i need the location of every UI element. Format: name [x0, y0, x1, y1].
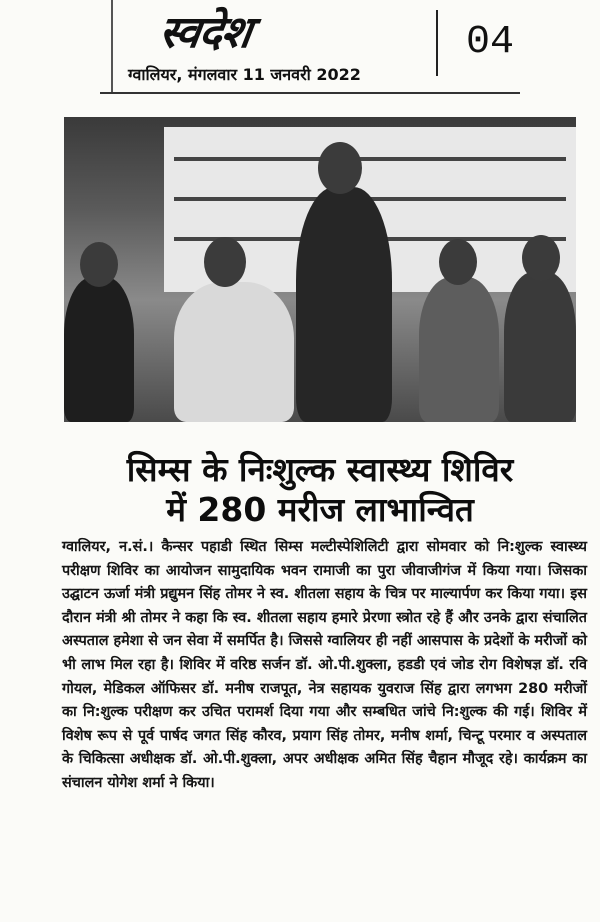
- person-seated-left: [64, 277, 134, 422]
- masthead-divider: [111, 0, 113, 92]
- masthead: [0, 0, 600, 105]
- speaker-standing: [296, 187, 392, 422]
- person-seated-right: [419, 277, 499, 422]
- page-number: 04: [436, 10, 514, 76]
- newspaper-name: स्वदेश: [156, 7, 255, 58]
- news-photo: [64, 117, 576, 422]
- person-seated-far-right: [504, 272, 576, 422]
- headline-line-1: सिम्स के निःशुल्क स्वास्थ्य शिविर: [126, 450, 514, 489]
- dateline: ग्वालियर, मंगलवार 11 जनवरी 2022: [128, 65, 361, 84]
- masthead-rule: [100, 92, 520, 94]
- headline-line-2: में 280 मरीज लाभान्वित: [166, 490, 474, 529]
- person-seated-center: [174, 282, 294, 422]
- article-body: ग्वालियर, न.सं.। कैन्सर पहाडी स्थित सिम्स मल्टीस्पेशिलिटी द्वारा सोमवार को नि:शुल्क स्वास्थ्य परीक्षण शिविर का आयोजन सामुदायिक भवन रामाजी का पुरा जीवाजीगंज में किया गया। जिसका उद्घाटन ऊर्जा मंत्री प्रद्युमन सिंह तोमर ने स्व. शीतला सहाय के चित्र पर माल्यार्पण कर किया गया। इस दौरान मंत्री श्री तोमर ने कहा कि स्व. शीतला सहाय हमारे प्रेरणा स्त्रोत रहे हैं और उनके द्वारा संचालित अस्पताल हमेशा से जन सेवा में समर्पित है। जिससे ग्वालियर ही नहीं आसपास के प्रदेशों के मरीजों को भी लाभ मिल रहा है। शिविर में वरिष्ठ सर्जन डॉ. ओ.पी.शुक्ला, हडडी एवं जोड रोग विशेषज्ञ डॉ. रवि गोयल, मेडिकल ऑफिसर डॉ. मनीष राजपूत, नेत्र सहायक युवराज सिंह द्वारा लगभग 280 मरीजों का नि:शुल्क परीक्षण कर उचित परामर्श दिया गया और सम्बधित जांचे नि:शुल्क की गई। शिविर में विशेष रूप से पूर्व पार्षद जगत सिंह कौरव, प्रयाग सिंह तोमर, मनीष शर्मा, चिन्टू परमार व अस्पताल के चिकित्सा अधीक्षक डॉ. ओ.पी.शुक्ला, अपर अधीक्षक अमित सिंह चैहान मौजूद रहे। कार्यक्रम का संचालन योगेश शर्मा ने किया।: [62, 539, 587, 791]
